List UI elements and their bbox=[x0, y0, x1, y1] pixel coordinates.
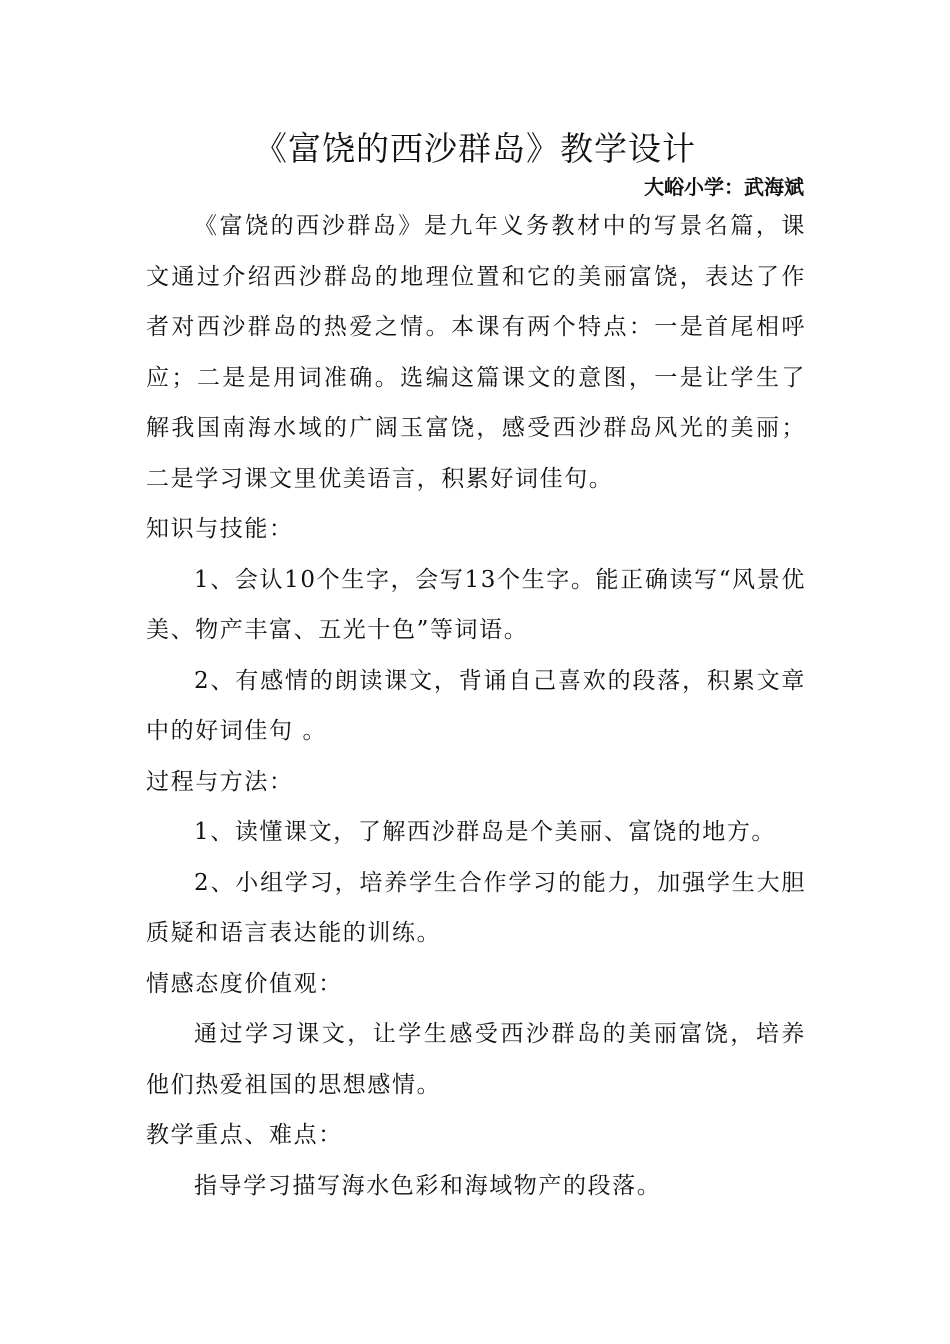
attitude-item-1: 通过学习课文，让学生感受西沙群岛的美丽富饶，培养他们热爱祖国的思想感情。 bbox=[146, 1021, 806, 1098]
intro-paragraph: 《富饶的西沙群岛》是九年义务教材中的写景名篇，课文通过介绍西沙群岛的地理位置和它的美丽富饶，表达了作者对西沙群岛的热爱之情。本课有两个特点：一是首尾相呼应；二是是用词准确。选编这篇课文的意图，一是让学生了解我国南海水域的广阔玉富饶，感受西沙群岛风光的美丽；二是学习课文里优美语言，积累好词佳句。 bbox=[146, 213, 806, 492]
section-heading-process: 过程与方法： bbox=[146, 768, 294, 795]
section-heading-attitude: 情感态度价值观： bbox=[146, 970, 343, 997]
document-title: 《富饶的西沙群岛》教学设计 bbox=[254, 129, 696, 168]
knowledge-item-2: 2、有感情的朗读课文，背诵自己喜欢的段落，积累文章中的好词佳句 。 bbox=[146, 667, 806, 744]
section-heading-knowledge: 知识与技能： bbox=[146, 516, 294, 542]
process-item-2: 2、小组学习，培养学生合作学习的能力，加强学生大胆质疑和语言表达能的训练。 bbox=[146, 869, 806, 946]
author-line: 大峪小学：武海斌 bbox=[644, 175, 804, 199]
process-item-1: 1、读懂课文，了解西沙群岛是个美丽、富饶的地方。 bbox=[194, 819, 777, 845]
knowledge-item-1: 1、会认10个生字，会写13个生字。能正确读写“风景优美、物产丰富、五光十色”等词语。 bbox=[146, 566, 806, 643]
key-points-item-1: 指导学习描写海水色彩和海域物产的段落。 bbox=[194, 1172, 662, 1199]
section-heading-key-points: 教学重点、难点： bbox=[146, 1122, 343, 1148]
document-body bbox=[146, 201, 806, 1211]
